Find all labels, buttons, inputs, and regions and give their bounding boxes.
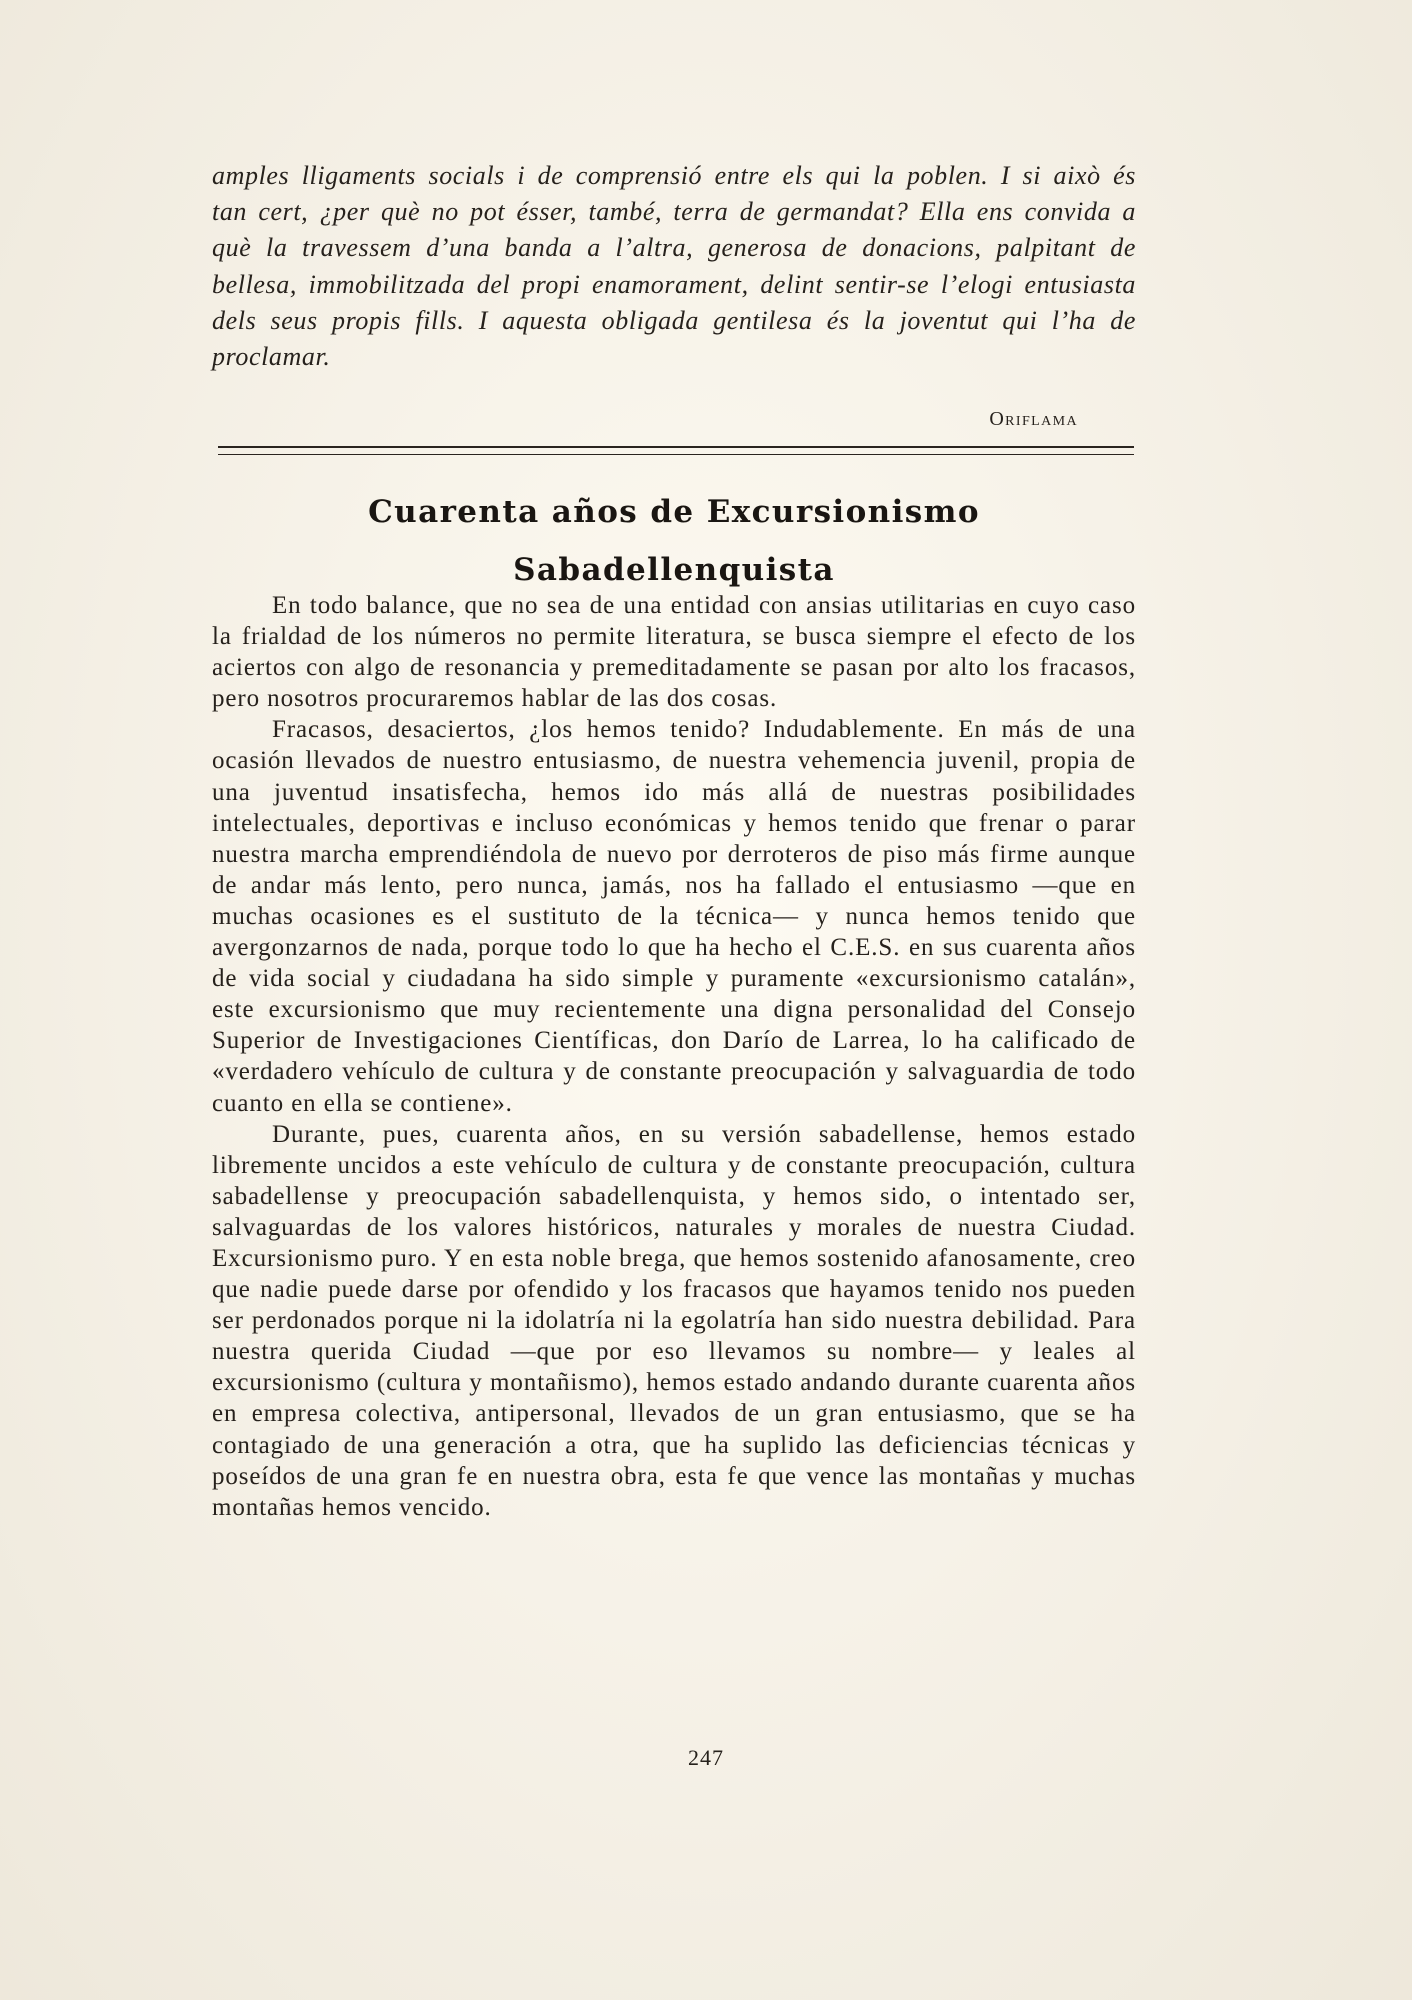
section-divider (218, 446, 1134, 448)
signature: Oriflama (989, 408, 1078, 430)
article-title-line-2: Sabadellenquista (513, 552, 835, 588)
article-paragraph: Fracasos, desaciertos, ¿los hemos tenido? Indudablemente. En más de una ocasión llevados de nuestro entusiasmo, de nuestra vehemencia juvenil, propia de una juventud insatisfecha, hemos ido más allá de nuestras posibilidades intelectuales, deportivas e incluso económicas y hemos tenido que frenar o parar nuestra marcha emprendiéndola de nuevo por derroteros de piso más firme aunque de andar más lento, pero nunca, jamás, nos ha fallado el entusiasmo —que en muchas ocasiones es el sustituto de la técnica— y nunca hemos tenido que avergonzarnos de nada, porque todo lo que ha hecho el C.E.S. en sus cuarenta años de vida social y ciudadana ha sido simple y puramente «excursionismo catalán», este excursionismo que muy recientemente una digna personalidad del Consejo Superior de Investigaciones Científicas, don Darío de Larrea, lo ha calificado de «verdadero vehículo de cultura y de constante preocupación y salvaguardia de todo cuanto en ella se contiene». (212, 716, 1136, 1117)
article-paragraph: Durante, pues, cuarenta años, en su versión sabadellense, hemos estado libremente uncidos a este vehículo de cultura y de constante preocupación, cultura sabadellense y preocupación sabadellenquista, y hemos sido, o intentado ser, salvaguardas de los valores históricos, naturales y morales de nuestra Ciudad. Excursionismo puro. Y en esta noble brega, que hemos sostenido afanosamente, creo que nadie puede darse por ofendido y los fracasos que hayamos tenido nos pueden ser perdonados porque ni la idolatría ni la egolatría han sido nuestra debilidad. Para nuestra querida Ciudad —que por eso llevamos su nombre— y leales al excursionismo (cultura y montañismo), hemos estado andando durante cuarenta años en empresa colectiva, antipersonal, llevados de un gran entusiasmo, que se ha contagiado de una generación a otra, que ha suplido las deficiencias técnicas y poseídos de una gran fe en nuestra obra, esta fe que vence las montañas y muchas montañas hemos vencido. (212, 1120, 1136, 1521)
intro-verse (212, 158, 1136, 375)
intro-paragraph: amples lligaments socials i de comprensió entre els qui la poblen. I si això és tan cert, ¿per què no pot ésser, també, terra de germandat? Ella ens convida a què la travessem d’una banda a l’altra, generosa de donacions, palpitant de bellesa, immobilitzada del propi enamorament, delint sentir-se l’elogi entusiasta dels seus propis fills. I aquesta obligada gentilesa és la joventut qui l’ha de proclamar. (212, 161, 1136, 372)
article-title-line-1: Cuarenta años de Excursionismo (368, 494, 980, 530)
page-number: 247 (688, 1745, 724, 1770)
section-divider-thin (218, 454, 1134, 455)
article-paragraph: En todo balance, que no sea de una entidad con ansias utilitarias en cuyo caso la frialdad de los números no permite literatura, se busca siempre el efecto de los aciertos con algo de resonancia y premeditadamente se pasan por alto los fracasos, pero nosotros procuraremos hablar de las dos cosas. (212, 592, 1136, 713)
article-title (212, 483, 1136, 599)
article-body (212, 590, 1136, 1523)
